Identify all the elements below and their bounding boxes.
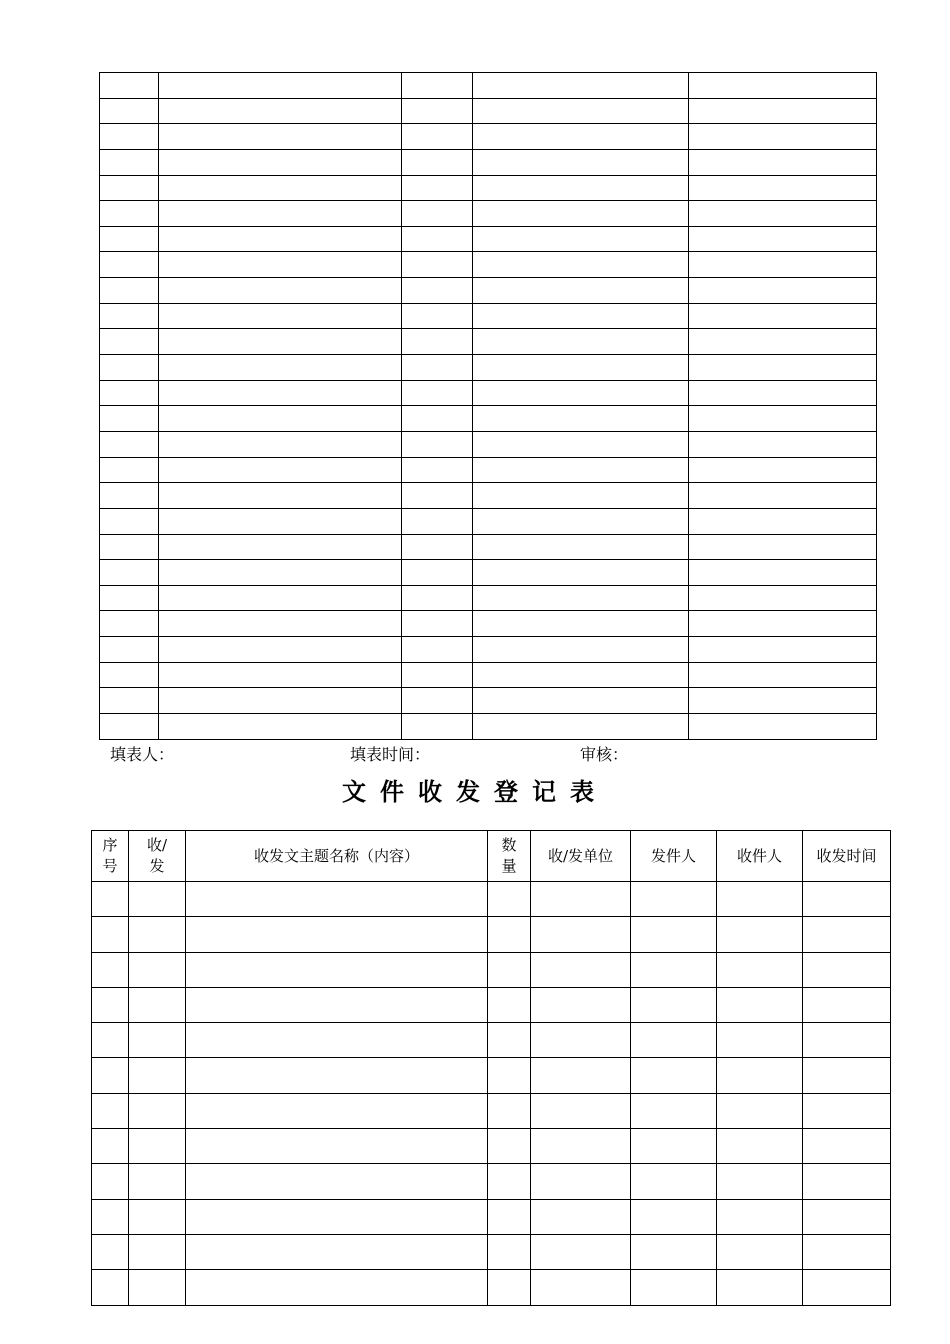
file-log-table (91, 830, 891, 1306)
table-cell[interactable] (488, 1199, 531, 1234)
table-cell[interactable] (100, 226, 159, 252)
table-row (92, 1270, 891, 1305)
table-row (92, 1058, 891, 1093)
table-cell[interactable] (100, 637, 159, 663)
table-cell[interactable] (100, 457, 159, 483)
table-cell[interactable] (631, 1164, 717, 1199)
continuation-row (100, 329, 877, 355)
table-cell[interactable] (631, 917, 717, 952)
table-cell[interactable] (100, 149, 159, 175)
table-cell[interactable] (159, 534, 402, 560)
table-cell[interactable] (473, 73, 689, 99)
table-cell[interactable] (531, 1234, 631, 1269)
table-cell[interactable] (402, 534, 473, 560)
table-cell[interactable] (92, 1129, 129, 1164)
table-cell[interactable] (186, 1093, 488, 1128)
table-cell[interactable] (473, 98, 689, 124)
table-cell[interactable] (689, 406, 877, 432)
table-cell[interactable] (689, 380, 877, 406)
table-cell[interactable] (100, 534, 159, 560)
table-cell[interactable] (803, 1270, 891, 1305)
table-cell[interactable] (159, 457, 402, 483)
table-cell[interactable] (689, 688, 877, 714)
continuation-row (100, 431, 877, 457)
table-cell[interactable] (92, 917, 129, 952)
header-direction-line2: 发 (149, 857, 165, 875)
table-cell[interactable] (689, 98, 877, 124)
table-cell[interactable] (100, 560, 159, 586)
table-row (92, 882, 891, 917)
table-cell[interactable] (100, 252, 159, 278)
table-cell[interactable] (689, 714, 877, 740)
table-cell[interactable] (186, 1270, 488, 1305)
table-cell[interactable] (100, 355, 159, 381)
table-cell[interactable] (92, 1023, 129, 1058)
table-cell[interactable] (473, 637, 689, 663)
table-cell[interactable] (402, 688, 473, 714)
table-cell[interactable] (92, 1058, 129, 1093)
table-cell[interactable] (689, 278, 877, 304)
header-serial-line1: 序 (102, 836, 118, 854)
table-cell[interactable] (803, 952, 891, 987)
table-cell[interactable] (803, 1164, 891, 1199)
table-cell[interactable] (92, 987, 129, 1022)
table-cell[interactable] (631, 987, 717, 1022)
table-cell[interactable] (186, 987, 488, 1022)
table-cell[interactable] (689, 124, 877, 150)
table-cell[interactable] (100, 380, 159, 406)
table-cell[interactable] (689, 431, 877, 457)
filler-label: 填表人： (110, 745, 175, 764)
table-cell[interactable] (402, 585, 473, 611)
table-cell[interactable] (717, 1234, 803, 1269)
table-cell[interactable] (100, 483, 159, 509)
continuation-row (100, 585, 877, 611)
table-cell[interactable] (488, 1058, 531, 1093)
table-cell[interactable] (159, 329, 402, 355)
table-cell[interactable] (159, 560, 402, 586)
table-cell[interactable] (717, 917, 803, 952)
file-log-table-body (92, 882, 891, 1306)
continuation-row (100, 611, 877, 637)
header-serial (92, 831, 129, 882)
continuation-row (100, 483, 877, 509)
continuation-row (100, 355, 877, 381)
table-cell[interactable] (531, 1164, 631, 1199)
table-cell[interactable] (129, 1164, 186, 1199)
table-cell[interactable] (473, 201, 689, 227)
table-cell[interactable] (92, 882, 129, 917)
table-row (92, 1234, 891, 1269)
table-cell[interactable] (531, 1199, 631, 1234)
continuation-row (100, 201, 877, 227)
header-quantity-line1: 数 (501, 836, 517, 854)
table-row (92, 1093, 891, 1128)
table-cell[interactable] (159, 175, 402, 201)
table-cell[interactable] (100, 431, 159, 457)
table-cell[interactable] (186, 1023, 488, 1058)
table-cell[interactable] (159, 662, 402, 688)
table-cell[interactable] (488, 1234, 531, 1269)
table-cell[interactable] (473, 585, 689, 611)
table-cell[interactable] (531, 952, 631, 987)
table-row (92, 987, 891, 1022)
table-row (92, 1129, 891, 1164)
table-cell[interactable] (402, 431, 473, 457)
header-subject: 收发文主题名称（内容） (186, 831, 488, 882)
fill-time-label: 填表时间： (350, 745, 431, 764)
table-cell[interactable] (803, 1199, 891, 1234)
form-title: 文件收发登记表 (342, 778, 608, 806)
header-row (92, 831, 891, 882)
table-cell[interactable] (159, 611, 402, 637)
header-direction-line1: 收/ (146, 836, 168, 854)
table-cell[interactable] (159, 278, 402, 304)
continuation-row (100, 714, 877, 740)
table-cell[interactable] (100, 175, 159, 201)
header-serial-line2: 号 (102, 857, 118, 875)
table-cell[interactable] (100, 585, 159, 611)
table-cell[interactable] (100, 303, 159, 329)
table-cell[interactable] (100, 611, 159, 637)
header-quantity-line2: 量 (501, 857, 517, 875)
continuation-row (100, 149, 877, 175)
table-cell[interactable] (631, 1234, 717, 1269)
table-cell[interactable] (717, 1093, 803, 1128)
continuation-row (100, 406, 877, 432)
table-cell[interactable] (402, 355, 473, 381)
table-cell[interactable] (473, 175, 689, 201)
table-cell[interactable] (402, 508, 473, 534)
continuation-row (100, 73, 877, 99)
table-cell[interactable] (488, 882, 531, 917)
table-cell[interactable] (100, 662, 159, 688)
table-cell[interactable] (129, 1023, 186, 1058)
table-cell[interactable] (186, 952, 488, 987)
table-cell[interactable] (129, 1199, 186, 1234)
reviewer-label: 审核： (580, 745, 629, 764)
continuation-row (100, 560, 877, 586)
table-cell[interactable] (159, 149, 402, 175)
continuation-table (99, 72, 877, 740)
table-cell[interactable] (689, 457, 877, 483)
header-direction (129, 831, 186, 882)
table-cell[interactable] (717, 987, 803, 1022)
table-cell[interactable] (689, 585, 877, 611)
table-cell[interactable] (402, 457, 473, 483)
table-cell[interactable] (129, 1234, 186, 1269)
table-cell[interactable] (717, 1270, 803, 1305)
continuation-row (100, 662, 877, 688)
table-cell[interactable] (100, 98, 159, 124)
table-cell[interactable] (159, 73, 402, 99)
table-cell[interactable] (186, 1164, 488, 1199)
table-cell[interactable] (159, 98, 402, 124)
table-cell[interactable] (488, 987, 531, 1022)
table-cell[interactable] (159, 431, 402, 457)
table-cell[interactable] (689, 201, 877, 227)
continuation-row (100, 688, 877, 714)
table-cell[interactable] (473, 278, 689, 304)
table-cell[interactable] (717, 1164, 803, 1199)
table-cell[interactable] (186, 1129, 488, 1164)
table-cell[interactable] (717, 882, 803, 917)
table-cell[interactable] (473, 149, 689, 175)
table-cell[interactable] (159, 226, 402, 252)
table-cell[interactable] (631, 1058, 717, 1093)
header-quantity (488, 831, 531, 882)
table-cell[interactable] (473, 688, 689, 714)
table-cell[interactable] (717, 1058, 803, 1093)
table-cell[interactable] (803, 987, 891, 1022)
continuation-row (100, 124, 877, 150)
table-cell[interactable] (159, 688, 402, 714)
continuation-row (100, 98, 877, 124)
table-cell[interactable] (92, 952, 129, 987)
table-cell[interactable] (531, 1093, 631, 1128)
continuation-row (100, 508, 877, 534)
table-cell[interactable] (689, 483, 877, 509)
continuation-table-body (100, 73, 877, 740)
table-cell[interactable] (473, 431, 689, 457)
continuation-row (100, 278, 877, 304)
table-cell[interactable] (488, 1023, 531, 1058)
table-cell[interactable] (473, 380, 689, 406)
table-cell[interactable] (402, 560, 473, 586)
header-sender: 发件人 (631, 831, 717, 882)
table-cell[interactable] (803, 1093, 891, 1128)
table-cell[interactable] (473, 508, 689, 534)
table-cell[interactable] (631, 1199, 717, 1234)
table-cell[interactable] (631, 1270, 717, 1305)
table-cell[interactable] (402, 380, 473, 406)
table-cell[interactable] (473, 534, 689, 560)
table-cell[interactable] (129, 1270, 186, 1305)
table-cell[interactable] (402, 714, 473, 740)
table-cell[interactable] (717, 1199, 803, 1234)
table-cell[interactable] (689, 508, 877, 534)
table-cell[interactable] (100, 714, 159, 740)
continuation-row (100, 637, 877, 663)
table-cell[interactable] (473, 303, 689, 329)
table-cell[interactable] (402, 252, 473, 278)
table-cell[interactable] (100, 201, 159, 227)
table-row (92, 917, 891, 952)
table-cell[interactable] (100, 278, 159, 304)
table-cell[interactable] (473, 611, 689, 637)
table-cell[interactable] (531, 917, 631, 952)
table-cell[interactable] (689, 637, 877, 663)
table-row (92, 1164, 891, 1199)
table-cell[interactable] (803, 917, 891, 952)
table-cell[interactable] (129, 1058, 186, 1093)
header-receiver: 收件人 (717, 831, 803, 882)
table-cell[interactable] (689, 73, 877, 99)
table-cell[interactable] (689, 355, 877, 381)
continuation-row (100, 457, 877, 483)
continuation-row (100, 252, 877, 278)
continuation-row (100, 175, 877, 201)
table-cell[interactable] (689, 303, 877, 329)
table-cell[interactable] (473, 406, 689, 432)
table-cell[interactable] (531, 987, 631, 1022)
table-cell[interactable] (717, 1129, 803, 1164)
table-cell[interactable] (100, 73, 159, 99)
table-cell[interactable] (402, 226, 473, 252)
table-row (92, 1199, 891, 1234)
table-cell[interactable] (402, 662, 473, 688)
table-cell[interactable] (473, 662, 689, 688)
table-cell[interactable] (92, 1270, 129, 1305)
continuation-row (100, 226, 877, 252)
table-cell[interactable] (129, 1093, 186, 1128)
table-cell[interactable] (631, 1023, 717, 1058)
table-cell[interactable] (473, 714, 689, 740)
table-cell[interactable] (803, 882, 891, 917)
table-cell[interactable] (689, 252, 877, 278)
table-cell[interactable] (129, 987, 186, 1022)
table-cell[interactable] (159, 201, 402, 227)
table-cell[interactable] (402, 73, 473, 99)
table-cell[interactable] (631, 882, 717, 917)
table-cell[interactable] (402, 637, 473, 663)
table-cell[interactable] (129, 882, 186, 917)
table-cell[interactable] (473, 483, 689, 509)
table-cell[interactable] (717, 952, 803, 987)
table-cell[interactable] (402, 201, 473, 227)
table-cell[interactable] (402, 124, 473, 150)
table-cell[interactable] (186, 1234, 488, 1269)
table-cell[interactable] (488, 952, 531, 987)
table-cell[interactable] (159, 252, 402, 278)
header-unit: 收/发单位 (531, 831, 631, 882)
table-cell[interactable] (803, 1234, 891, 1269)
table-cell[interactable] (402, 149, 473, 175)
table-cell[interactable] (159, 355, 402, 381)
continuation-row (100, 380, 877, 406)
table-cell[interactable] (473, 226, 689, 252)
table-cell[interactable] (689, 149, 877, 175)
table-cell[interactable] (402, 329, 473, 355)
table-cell[interactable] (129, 952, 186, 987)
table-cell[interactable] (100, 329, 159, 355)
table-row (92, 1023, 891, 1058)
table-cell[interactable] (473, 124, 689, 150)
table-cell[interactable] (129, 917, 186, 952)
table-cell[interactable] (402, 278, 473, 304)
table-cell[interactable] (488, 1129, 531, 1164)
table-cell[interactable] (473, 560, 689, 586)
table-cell[interactable] (488, 917, 531, 952)
table-cell[interactable] (159, 380, 402, 406)
table-cell[interactable] (689, 175, 877, 201)
table-cell[interactable] (92, 1199, 129, 1234)
table-row (92, 952, 891, 987)
table-cell[interactable] (402, 175, 473, 201)
table-cell[interactable] (92, 1093, 129, 1128)
table-cell[interactable] (159, 406, 402, 432)
table-cell[interactable] (92, 1164, 129, 1199)
table-cell[interactable] (159, 483, 402, 509)
table-cell[interactable] (402, 611, 473, 637)
table-cell[interactable] (402, 483, 473, 509)
table-cell[interactable] (473, 252, 689, 278)
table-cell[interactable] (689, 534, 877, 560)
table-cell[interactable] (689, 560, 877, 586)
table-cell[interactable] (186, 1199, 488, 1234)
table-cell[interactable] (159, 124, 402, 150)
table-cell[interactable] (159, 303, 402, 329)
table-cell[interactable] (129, 1129, 186, 1164)
table-cell[interactable] (488, 1270, 531, 1305)
table-cell[interactable] (803, 1023, 891, 1058)
header-time: 收发时间 (803, 831, 891, 882)
table-cell[interactable] (473, 355, 689, 381)
table-cell[interactable] (100, 406, 159, 432)
table-cell[interactable] (159, 637, 402, 663)
table-cell[interactable] (689, 611, 877, 637)
table-cell[interactable] (631, 1129, 717, 1164)
table-cell[interactable] (159, 714, 402, 740)
table-cell[interactable] (186, 917, 488, 952)
table-cell[interactable] (159, 508, 402, 534)
table-cell[interactable] (717, 1023, 803, 1058)
table-cell[interactable] (186, 882, 488, 917)
table-cell[interactable] (473, 457, 689, 483)
table-cell[interactable] (531, 882, 631, 917)
table-cell[interactable] (488, 1164, 531, 1199)
table-cell[interactable] (631, 952, 717, 987)
table-cell[interactable] (689, 329, 877, 355)
table-cell[interactable] (159, 585, 402, 611)
table-cell[interactable] (100, 124, 159, 150)
table-cell[interactable] (100, 688, 159, 714)
table-cell[interactable] (402, 303, 473, 329)
table-cell[interactable] (531, 1058, 631, 1093)
table-cell[interactable] (92, 1234, 129, 1269)
table-cell[interactable] (186, 1058, 488, 1093)
table-cell[interactable] (531, 1270, 631, 1305)
continuation-row (100, 534, 877, 560)
table-cell[interactable] (402, 406, 473, 432)
table-cell[interactable] (473, 329, 689, 355)
table-cell[interactable] (689, 662, 877, 688)
table-cell[interactable] (531, 1023, 631, 1058)
table-cell[interactable] (631, 1093, 717, 1128)
continuation-row (100, 303, 877, 329)
table-cell[interactable] (531, 1129, 631, 1164)
table-cell[interactable] (803, 1129, 891, 1164)
table-cell[interactable] (803, 1058, 891, 1093)
table-cell[interactable] (488, 1093, 531, 1128)
table-cell[interactable] (100, 508, 159, 534)
table-cell[interactable] (689, 226, 877, 252)
table-cell[interactable] (402, 98, 473, 124)
